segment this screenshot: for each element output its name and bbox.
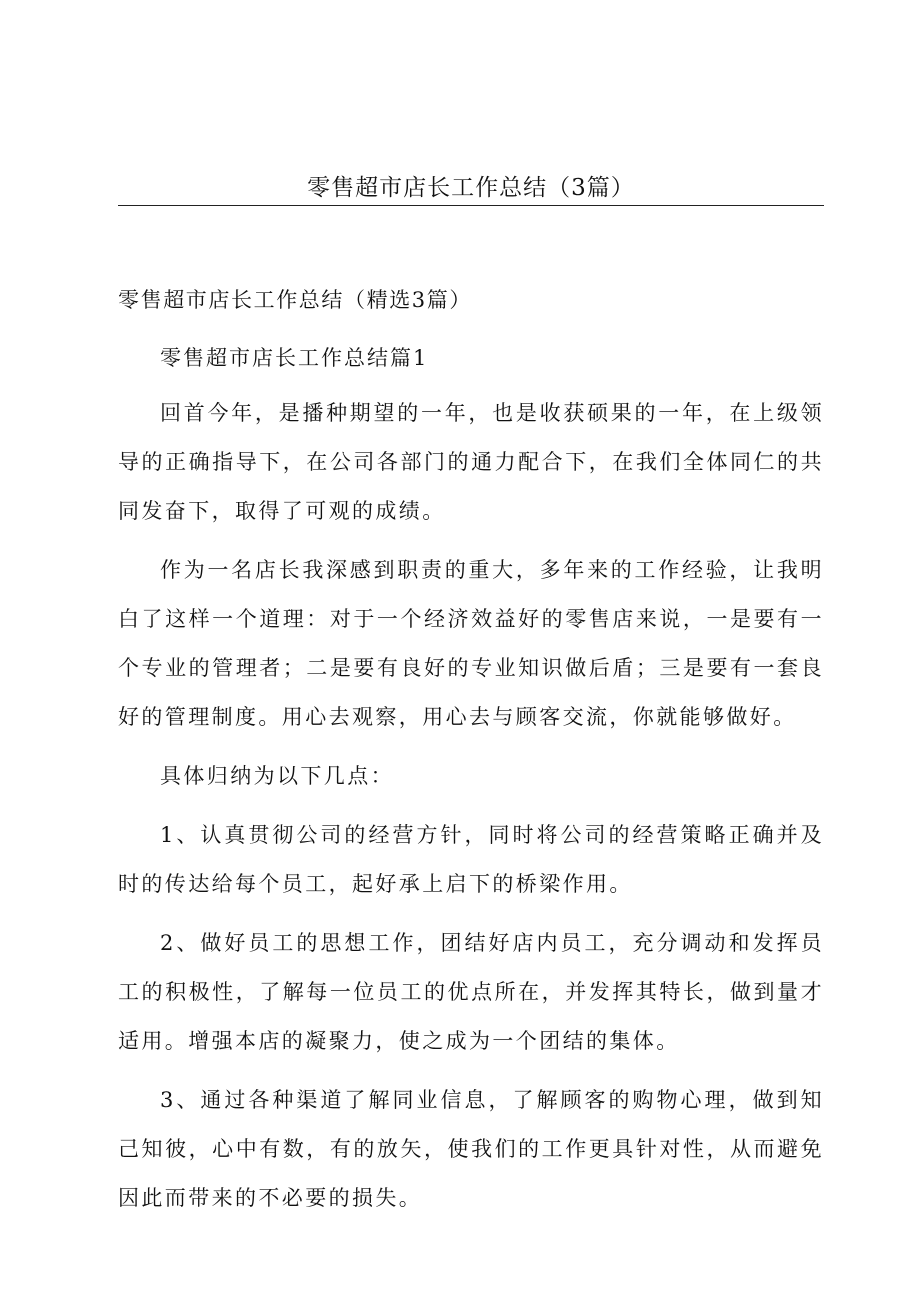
title-underline (118, 205, 824, 206)
list-item: 3、通过各种渠道了解同业信息，了解顾客的购物心理，做到知己知彼，心中有数，有的放矢，使我们的工作更具针对性，从而避免因此而带来的不必要的损失。 (118, 1088, 824, 1210)
body-paragraph: 作为一名店长我深感到职责的重大，多年来的工作经验，让我明白了这样一个道理：对于一个经济效益好的零售店来说，一是要有一个专业的管理者；二是要有良好的专业知识做后盾；三是要有一套良好的管理制度。用心去观察，用心去与顾客交流，你就能够做好。 (118, 558, 824, 729)
part-heading: 零售超市店长工作总结篇1 (160, 346, 429, 370)
list-item: 2、做好员工的思想工作，团结好店内员工，充分调动和发挥员工的积极性，了解每一位员工的优点所在，并发挥其特长，做到量才适用。增强本店的凝聚力，使之成为一个团结的集体。 (118, 931, 824, 1053)
body-paragraph: 回首今年，是播种期望的一年，也是收获硕果的一年，在上级领导的正确指导下，在公司各部门的通力配合下，在我们全体同仁的共同发奋下，取得了可观的成绩。 (118, 401, 824, 523)
list-item: 1、认真贯彻公司的经营方针，同时将公司的经营策略正确并及时的传达给每个员工，起好承上启下的桥梁作用。 (118, 823, 824, 896)
document-body (118, 276, 824, 1233)
document-subtitle: 零售超市店长工作总结（精选3篇） (118, 288, 472, 312)
document-title: 零售超市店长工作总结（3篇） (307, 175, 635, 201)
body-paragraph: 具体归纳为以下几点： (160, 764, 394, 788)
